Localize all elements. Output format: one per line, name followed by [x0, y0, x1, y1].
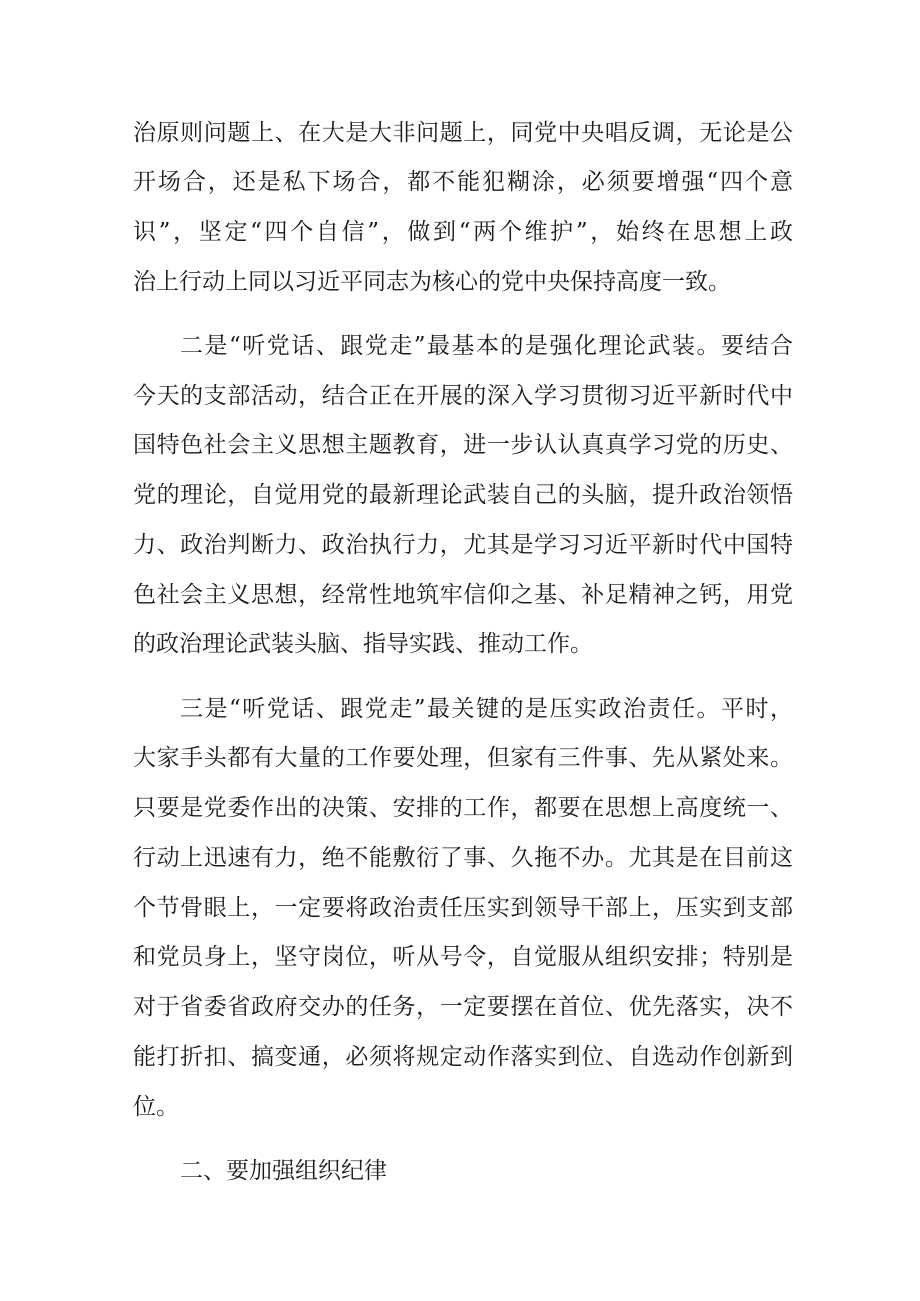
- paragraph-line: 和党员身上，坚守岗位，听从号令，自觉服从组织安排；特别是: [133, 944, 793, 970]
- paragraph-line: 今天的支部活动，结合正在开展的深入学习贯彻习近平新时代中: [133, 383, 793, 409]
- paragraph-line: 大家手头都有大量的工作要处理，但家有三件事、先从紧处来。: [133, 745, 793, 771]
- paragraph-line: 行动上迅速有力，绝不能敷衍了事、久拖不办。尤其是在目前这: [133, 845, 793, 871]
- paragraph-line: 识”，坚定“四个自信”，做到“两个维护”，始终在思想上政: [133, 219, 793, 245]
- paragraph-line: 治原则问题上、在大是大非问题上，同党中央唱反调，无论是公: [133, 120, 793, 146]
- paragraph-line: 三是“听党话、跟党走”最关键的是压实政治责任。平时，: [180, 696, 793, 722]
- paragraph-line: 二是“听党话、跟党走”最基本的是强化理论武装。要结合: [180, 333, 793, 359]
- paragraph-line: 治上行动上同以习近平同志为核心的党中央保持高度一致。: [133, 269, 731, 295]
- paragraph-line: 个节骨眼上，一定要将政治责任压实到领导干部上，压实到支部: [133, 895, 793, 921]
- paragraph-line: 力、政治判断力、政治执行力，尤其是学习习近平新时代中国特: [133, 532, 793, 558]
- paragraph-line: 的政治理论武装头脑、指导实践、推动工作。: [133, 631, 593, 657]
- paragraph-line: 对于省委省政府交办的任务，一定要摆在首位、优先落实，决不: [133, 994, 793, 1020]
- paragraph-line: 位。: [133, 1094, 179, 1120]
- paragraph-line: 只要是党委作出的决策、安排的工作，都要在思想上高度统一、: [133, 795, 793, 821]
- paragraph-line: 国特色社会主义思想主题教育，进一步认认真真学习党的历史、: [133, 432, 793, 458]
- paragraph-line: 开场合，还是私下场合，都不能犯糊涂，必须要增强“四个意: [133, 169, 793, 195]
- section-heading: 二、要加强组织纪律: [180, 1158, 387, 1184]
- paragraph-line: 色社会主义思想，经常性地筑牢信仰之基、补足精神之钙，用党: [133, 582, 793, 608]
- paragraph-line: 能打折扣、搞变通，必须将规定动作落实到位、自选动作创新到: [133, 1044, 793, 1070]
- paragraph-line: 党的理论，自觉用党的最新理论武装自己的头脑，提升政治领悟: [133, 482, 793, 508]
